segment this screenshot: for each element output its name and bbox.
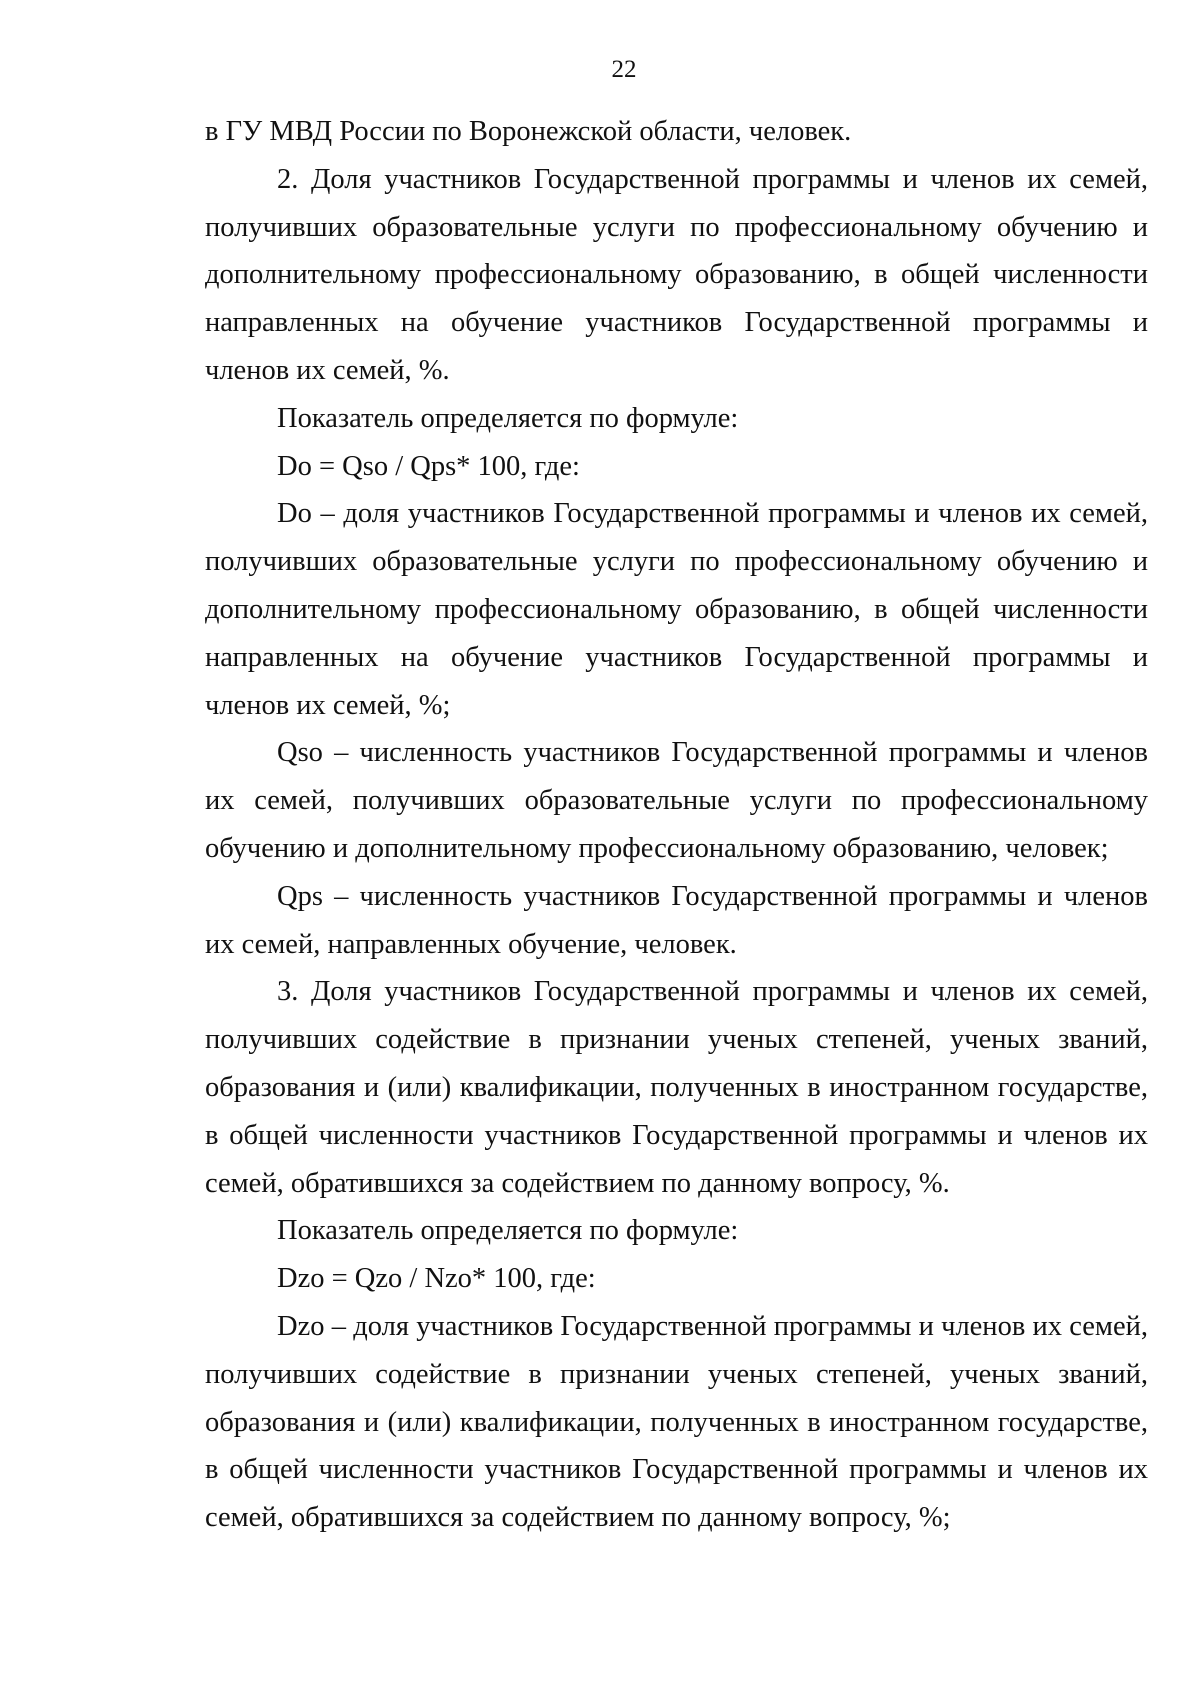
definition-do: Do – доля участников Государственной программы и членов их семей, получивших образовательные услуги по профессиональному обучению и дополнительному профессиональному образованию, в общей численности направленных на обучение участников Государственной программы и членов их семей, %; — [205, 498, 1148, 721]
definition-dzo: Dzo – доля участников Государственной программы и членов их семей, получивших содействие в признании ученых степеней, ученых званий, образования и (или) квалификации, полученных в иностранном государстве, в общей численности участников Государственной программы и членов их семей, обратившихся за содействием по данному вопросу, %; — [205, 1310, 1148, 1534]
paragraph-continuation: в ГУ МВД России по Воронежской области, человек. — [205, 116, 852, 147]
formula-dzo: Dzo = Qzo / Nzo* 100, где: — [277, 1263, 596, 1295]
paragraph-formula-intro: Показатель определяется по формуле: — [277, 402, 739, 434]
document-body — [205, 108, 1148, 1542]
page-number: 22 — [611, 56, 637, 83]
paragraph-indicator-3: 3. Доля участников Государственной программы и членов их семей, получивших содействие в признании ученых степеней, ученых званий, образования и (или) квалификации, полученных в иностранном государстве, в общей численности участников Государственной программы и членов их семей, обратившихся за содействием по данному вопросу, %. — [205, 976, 1148, 1199]
definition-qso: Qso – численность участников Государственной программы и членов их семей, получивших образовательные услуги по профессиональному обучению и дополнительному профессиональному образованию, человек; — [205, 737, 1148, 864]
paragraph-formula-intro-2: Показатель определяется по формуле: — [277, 1215, 739, 1247]
definition-qps: Qps – численность участников Государственной программы и членов их семей, направленных обучение, человек. — [205, 880, 1148, 960]
paragraph-indicator-2: 2. Доля участников Государственной программы и членов их семей, получивших образовательные услуги по профессиональному обучению и дополнительному профессиональному образованию, в общей численности направленных на обучение участников Государственной программы и членов их семей, %. — [205, 163, 1148, 386]
formula-do: Do = Qso / Qps* 100, где: — [277, 450, 580, 482]
